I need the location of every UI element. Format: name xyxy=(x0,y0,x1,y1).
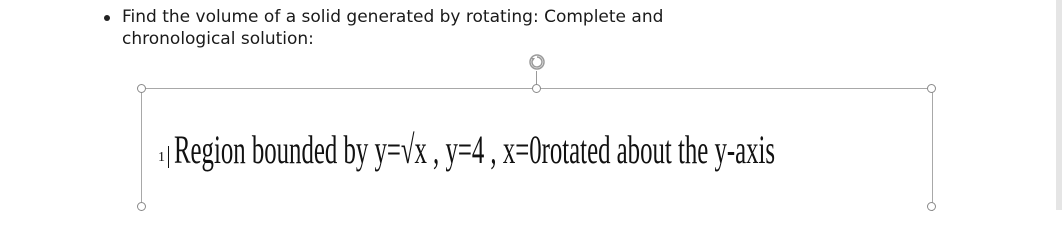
selection-handle-icon[interactable] xyxy=(927,84,936,93)
formula-image xyxy=(150,118,910,188)
selection-handle-icon[interactable] xyxy=(927,202,936,211)
selection-handle-icon[interactable] xyxy=(532,84,541,93)
bullet-icon xyxy=(104,15,110,21)
selection-handle-icon[interactable] xyxy=(137,202,146,211)
item-number: 1 xyxy=(158,150,165,165)
item-number-divider xyxy=(168,146,169,168)
formula-text: Region bounded by y=√x , y=4 , x=0rotated about the y-axis xyxy=(174,127,776,172)
rotate-handle-icon[interactable] xyxy=(528,53,546,71)
question-text[interactable] xyxy=(122,6,842,50)
question-line-2: chronological solution: xyxy=(122,29,314,49)
question-line-1: Find the volume of a solid generated by rotating: Complete and xyxy=(122,7,664,27)
selection-handle-icon[interactable] xyxy=(137,84,146,93)
scrollbar-track[interactable] xyxy=(1056,0,1062,210)
